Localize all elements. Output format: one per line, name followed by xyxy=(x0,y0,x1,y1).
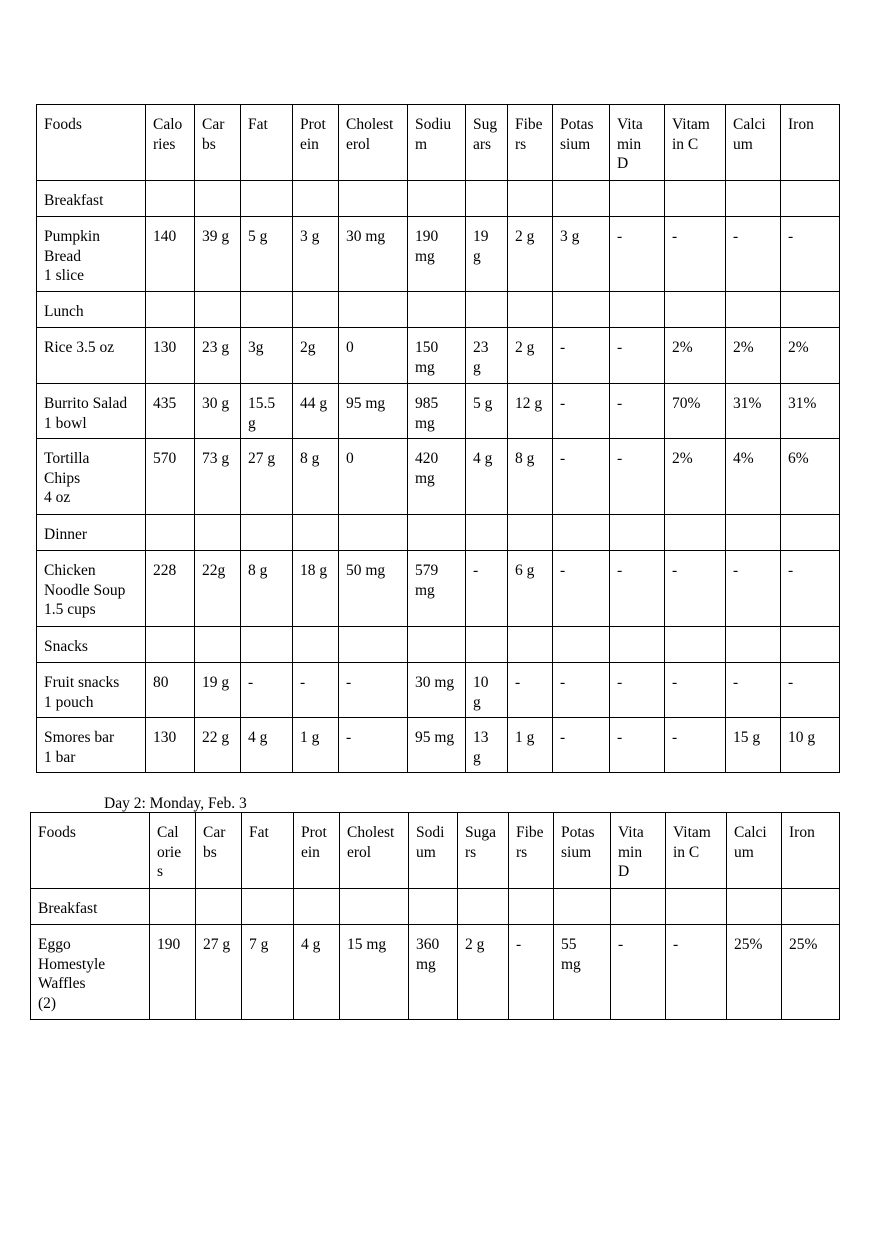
nutrient-value: - xyxy=(553,718,610,773)
nutrient-value: 23 g xyxy=(195,328,241,384)
nutrient-value xyxy=(554,889,611,925)
nutrient-value: - xyxy=(665,663,726,718)
nutrient-value: 2% xyxy=(665,328,726,384)
nutrient-value xyxy=(665,292,726,328)
nutrient-value: - xyxy=(553,328,610,384)
nutrient-value: 130 xyxy=(146,328,195,384)
nutrition-table-day-2 xyxy=(30,812,840,1020)
nutrient-value xyxy=(195,627,241,663)
nutrient-value xyxy=(195,292,241,328)
nutrient-value: 95 mg xyxy=(408,718,466,773)
nutrient-value xyxy=(781,515,840,551)
nutrient-value xyxy=(726,181,781,217)
nutrient-value: 130 xyxy=(146,718,195,773)
nutrient-value xyxy=(466,181,508,217)
nutrient-value xyxy=(150,889,196,925)
header-cell: Calo ries xyxy=(146,105,195,181)
food-row xyxy=(37,217,840,292)
nutrient-value xyxy=(666,889,727,925)
food-name: Tortilla Chips 4 oz xyxy=(37,439,146,515)
nutrient-value xyxy=(466,515,508,551)
nutrient-value: 5 g xyxy=(466,384,508,439)
nutrient-value: - xyxy=(610,663,665,718)
nutrient-value: 50 mg xyxy=(339,551,408,627)
nutrient-value xyxy=(146,627,195,663)
header-row xyxy=(31,813,840,889)
nutrient-value: 10 g xyxy=(781,718,840,773)
nutrient-value: 15 mg xyxy=(340,925,409,1020)
nutrient-value xyxy=(241,515,293,551)
nutrient-value xyxy=(293,292,339,328)
nutrient-value: 190 xyxy=(150,925,196,1020)
nutrient-value: 19 g xyxy=(195,663,241,718)
nutrient-value: 1 g xyxy=(508,718,553,773)
nutrient-value: 3g xyxy=(241,328,293,384)
nutrient-value xyxy=(241,181,293,217)
nutrient-value xyxy=(242,889,294,925)
nutrient-value xyxy=(508,627,553,663)
nutrient-value: - xyxy=(553,663,610,718)
nutrient-value: 95 mg xyxy=(339,384,408,439)
header-cell: Calci um xyxy=(727,813,782,889)
header-cell: Foods xyxy=(37,105,146,181)
nutrient-value: - xyxy=(666,925,727,1020)
nutrient-value: - xyxy=(726,551,781,627)
nutrient-value xyxy=(339,181,408,217)
header-cell: Calci um xyxy=(726,105,781,181)
nutrient-value: 2% xyxy=(726,328,781,384)
nutrition-table-day-1 xyxy=(36,104,840,773)
nutrient-value: 30 g xyxy=(195,384,241,439)
header-cell: Suga rs xyxy=(458,813,509,889)
nutrient-value: 15 g xyxy=(726,718,781,773)
nutrition-table-day-1-body xyxy=(37,105,840,773)
nutrient-value xyxy=(553,515,610,551)
nutrient-value xyxy=(195,515,241,551)
nutrient-value xyxy=(508,292,553,328)
nutrient-value xyxy=(293,627,339,663)
header-cell: Sodiu m xyxy=(408,105,466,181)
nutrient-value: 8 g xyxy=(293,439,339,515)
day-2-caption: Day 2: Monday, Feb. 3 xyxy=(104,795,247,812)
nutrient-value: - xyxy=(726,217,781,292)
header-cell: Foods xyxy=(31,813,150,889)
nutrient-value: 0 xyxy=(339,328,408,384)
nutrient-value: - xyxy=(610,718,665,773)
food-row xyxy=(37,718,840,773)
nutrient-value xyxy=(339,292,408,328)
nutrient-value xyxy=(553,292,610,328)
nutrient-value: - xyxy=(553,384,610,439)
food-row xyxy=(37,439,840,515)
nutrient-value: - xyxy=(781,217,840,292)
nutrient-value: - xyxy=(610,384,665,439)
nutrient-value xyxy=(726,515,781,551)
header-cell: Iron xyxy=(782,813,840,889)
nutrient-value: - xyxy=(726,663,781,718)
nutrient-value: - xyxy=(665,551,726,627)
header-cell: Cholest erol xyxy=(339,105,408,181)
meal-label: Breakfast xyxy=(31,889,150,925)
nutrient-value: - xyxy=(508,663,553,718)
nutrient-value: - xyxy=(610,217,665,292)
nutrient-value xyxy=(196,889,242,925)
nutrient-value xyxy=(781,292,840,328)
nutrient-value: 27 g xyxy=(241,439,293,515)
nutrient-value: 7 g xyxy=(242,925,294,1020)
nutrient-value: 5 g xyxy=(241,217,293,292)
food-row xyxy=(37,384,840,439)
nutrient-value: 2 g xyxy=(458,925,509,1020)
nutrient-value: 3 g xyxy=(293,217,339,292)
nutrient-value: 30 mg xyxy=(339,217,408,292)
nutrient-value xyxy=(553,627,610,663)
food-name: Smores bar 1 bar xyxy=(37,718,146,773)
nutrient-value: 80 xyxy=(146,663,195,718)
nutrient-value xyxy=(408,181,466,217)
nutrient-value xyxy=(294,889,340,925)
nutrient-value xyxy=(408,515,466,551)
nutrient-value: 2 g xyxy=(508,217,553,292)
nutrition-table-day-2-body xyxy=(31,813,840,1020)
food-name: Burrito Salad 1 bowl xyxy=(37,384,146,439)
header-cell: Vitam in C xyxy=(666,813,727,889)
nutrient-value: 8 g xyxy=(241,551,293,627)
header-cell: Cholest erol xyxy=(340,813,409,889)
nutrient-value xyxy=(466,627,508,663)
nutrient-value: - xyxy=(610,328,665,384)
meal-section-row xyxy=(37,292,840,328)
meal-label: Breakfast xyxy=(37,181,146,217)
nutrient-value xyxy=(610,181,665,217)
header-cell: Fibe rs xyxy=(508,105,553,181)
nutrient-value: 6% xyxy=(781,439,840,515)
nutrient-value xyxy=(293,515,339,551)
nutrient-value xyxy=(146,515,195,551)
header-cell: Sug ars xyxy=(466,105,508,181)
nutrient-value xyxy=(610,515,665,551)
nutrient-value: 22 g xyxy=(195,718,241,773)
nutrient-value xyxy=(195,181,241,217)
nutrient-value xyxy=(293,181,339,217)
nutrient-value: 15.5 g xyxy=(241,384,293,439)
header-cell: Sodi um xyxy=(409,813,458,889)
nutrient-value: 10 g xyxy=(466,663,508,718)
nutrient-value xyxy=(553,181,610,217)
nutrient-value: 12 g xyxy=(508,384,553,439)
meal-label: Snacks xyxy=(37,627,146,663)
nutrient-value: 31% xyxy=(781,384,840,439)
food-name: Pumpkin Bread 1 slice xyxy=(37,217,146,292)
header-cell: Fat xyxy=(241,105,293,181)
nutrient-value xyxy=(665,181,726,217)
nutrient-value: 579 mg xyxy=(408,551,466,627)
nutrient-value: - xyxy=(611,925,666,1020)
header-cell: Potas sium xyxy=(553,105,610,181)
nutrient-value: 39 g xyxy=(195,217,241,292)
nutrient-value xyxy=(727,889,782,925)
nutrient-value: - xyxy=(610,551,665,627)
nutrient-value: 4 g xyxy=(466,439,508,515)
nutrient-value xyxy=(508,515,553,551)
nutrient-value: - xyxy=(781,551,840,627)
header-cell: Car bs xyxy=(195,105,241,181)
nutrient-value: - xyxy=(293,663,339,718)
nutrient-value: 228 xyxy=(146,551,195,627)
nutrient-value xyxy=(726,627,781,663)
header-cell: Fibe rs xyxy=(509,813,554,889)
food-row xyxy=(37,328,840,384)
nutrient-value: 435 xyxy=(146,384,195,439)
header-cell: Vita min D xyxy=(610,105,665,181)
nutrient-value: 420 mg xyxy=(408,439,466,515)
nutrient-value xyxy=(782,889,840,925)
nutrient-value: 4 g xyxy=(241,718,293,773)
nutrient-value: - xyxy=(339,718,408,773)
food-name: Rice 3.5 oz xyxy=(37,328,146,384)
nutrient-value: 22g xyxy=(195,551,241,627)
nutrient-value: 25% xyxy=(782,925,840,1020)
nutrient-value: - xyxy=(509,925,554,1020)
food-row xyxy=(31,925,840,1020)
nutrient-value xyxy=(340,889,409,925)
nutrient-value xyxy=(408,292,466,328)
nutrient-value: 13 g xyxy=(466,718,508,773)
nutrient-value: - xyxy=(553,439,610,515)
nutrient-value xyxy=(466,292,508,328)
header-row xyxy=(37,105,840,181)
nutrient-value: 18 g xyxy=(293,551,339,627)
header-cell: Vitam in C xyxy=(665,105,726,181)
header-cell: Potas sium xyxy=(554,813,611,889)
nutrient-value: 570 xyxy=(146,439,195,515)
nutrient-value: 8 g xyxy=(508,439,553,515)
nutrient-value: 2% xyxy=(665,439,726,515)
nutrient-value: 23 g xyxy=(466,328,508,384)
meal-label: Dinner xyxy=(37,515,146,551)
nutrient-value xyxy=(146,181,195,217)
nutrient-value: 4 g xyxy=(294,925,340,1020)
food-row xyxy=(37,551,840,627)
food-name: Chicken Noodle Soup 1.5 cups xyxy=(37,551,146,627)
nutrient-value: 2 g xyxy=(508,328,553,384)
meal-section-row xyxy=(37,515,840,551)
nutrient-value: 19 g xyxy=(466,217,508,292)
header-cell: Vita min D xyxy=(611,813,666,889)
nutrient-value xyxy=(241,627,293,663)
nutrient-value: 70% xyxy=(665,384,726,439)
nutrient-value: 73 g xyxy=(195,439,241,515)
header-cell: Cal orie s xyxy=(150,813,196,889)
header-cell: Car bs xyxy=(196,813,242,889)
nutrient-value: 4% xyxy=(726,439,781,515)
nutrient-value xyxy=(610,292,665,328)
nutrient-value: - xyxy=(781,663,840,718)
nutrient-value: - xyxy=(610,439,665,515)
nutrient-value xyxy=(408,627,466,663)
nutrient-value: 360 mg xyxy=(409,925,458,1020)
nutrient-value: 25% xyxy=(727,925,782,1020)
nutrient-value xyxy=(458,889,509,925)
nutrient-value: - xyxy=(665,217,726,292)
nutrient-value xyxy=(508,181,553,217)
meal-section-row xyxy=(31,889,840,925)
nutrient-value: 140 xyxy=(146,217,195,292)
food-name: Eggo Homestyle Waffles (2) xyxy=(31,925,150,1020)
nutrient-value: - xyxy=(665,718,726,773)
nutrient-value: - xyxy=(553,551,610,627)
header-cell: Prot ein xyxy=(293,105,339,181)
nutrient-value: 985 mg xyxy=(408,384,466,439)
nutrient-value xyxy=(409,889,458,925)
nutrient-value xyxy=(339,515,408,551)
header-cell: Prot ein xyxy=(294,813,340,889)
nutrient-value xyxy=(241,292,293,328)
nutrient-value: 0 xyxy=(339,439,408,515)
nutrient-value xyxy=(146,292,195,328)
meal-section-row xyxy=(37,627,840,663)
nutrient-value xyxy=(610,627,665,663)
nutrient-value xyxy=(665,515,726,551)
food-row xyxy=(37,663,840,718)
meal-section-row xyxy=(37,181,840,217)
nutrient-value xyxy=(509,889,554,925)
nutrient-value xyxy=(611,889,666,925)
meal-label: Lunch xyxy=(37,292,146,328)
nutrient-value xyxy=(781,627,840,663)
nutrient-value: 6 g xyxy=(508,551,553,627)
nutrient-value xyxy=(726,292,781,328)
nutrient-value: 1 g xyxy=(293,718,339,773)
nutrient-value xyxy=(665,627,726,663)
nutrient-value: - xyxy=(339,663,408,718)
header-cell: Fat xyxy=(242,813,294,889)
nutrient-value: - xyxy=(241,663,293,718)
nutrient-value: - xyxy=(466,551,508,627)
nutrient-value: 150 mg xyxy=(408,328,466,384)
nutrient-value: 30 mg xyxy=(408,663,466,718)
nutrient-value: 27 g xyxy=(196,925,242,1020)
nutrient-value: 55 mg xyxy=(554,925,611,1020)
nutrient-value: 44 g xyxy=(293,384,339,439)
nutrient-value: 2% xyxy=(781,328,840,384)
header-cell: Iron xyxy=(781,105,840,181)
nutrient-value: 2g xyxy=(293,328,339,384)
nutrient-value xyxy=(339,627,408,663)
nutrient-value: 190 mg xyxy=(408,217,466,292)
nutrient-value: 3 g xyxy=(553,217,610,292)
food-name: Fruit snacks 1 pouch xyxy=(37,663,146,718)
nutrient-value: 31% xyxy=(726,384,781,439)
nutrient-value xyxy=(781,181,840,217)
